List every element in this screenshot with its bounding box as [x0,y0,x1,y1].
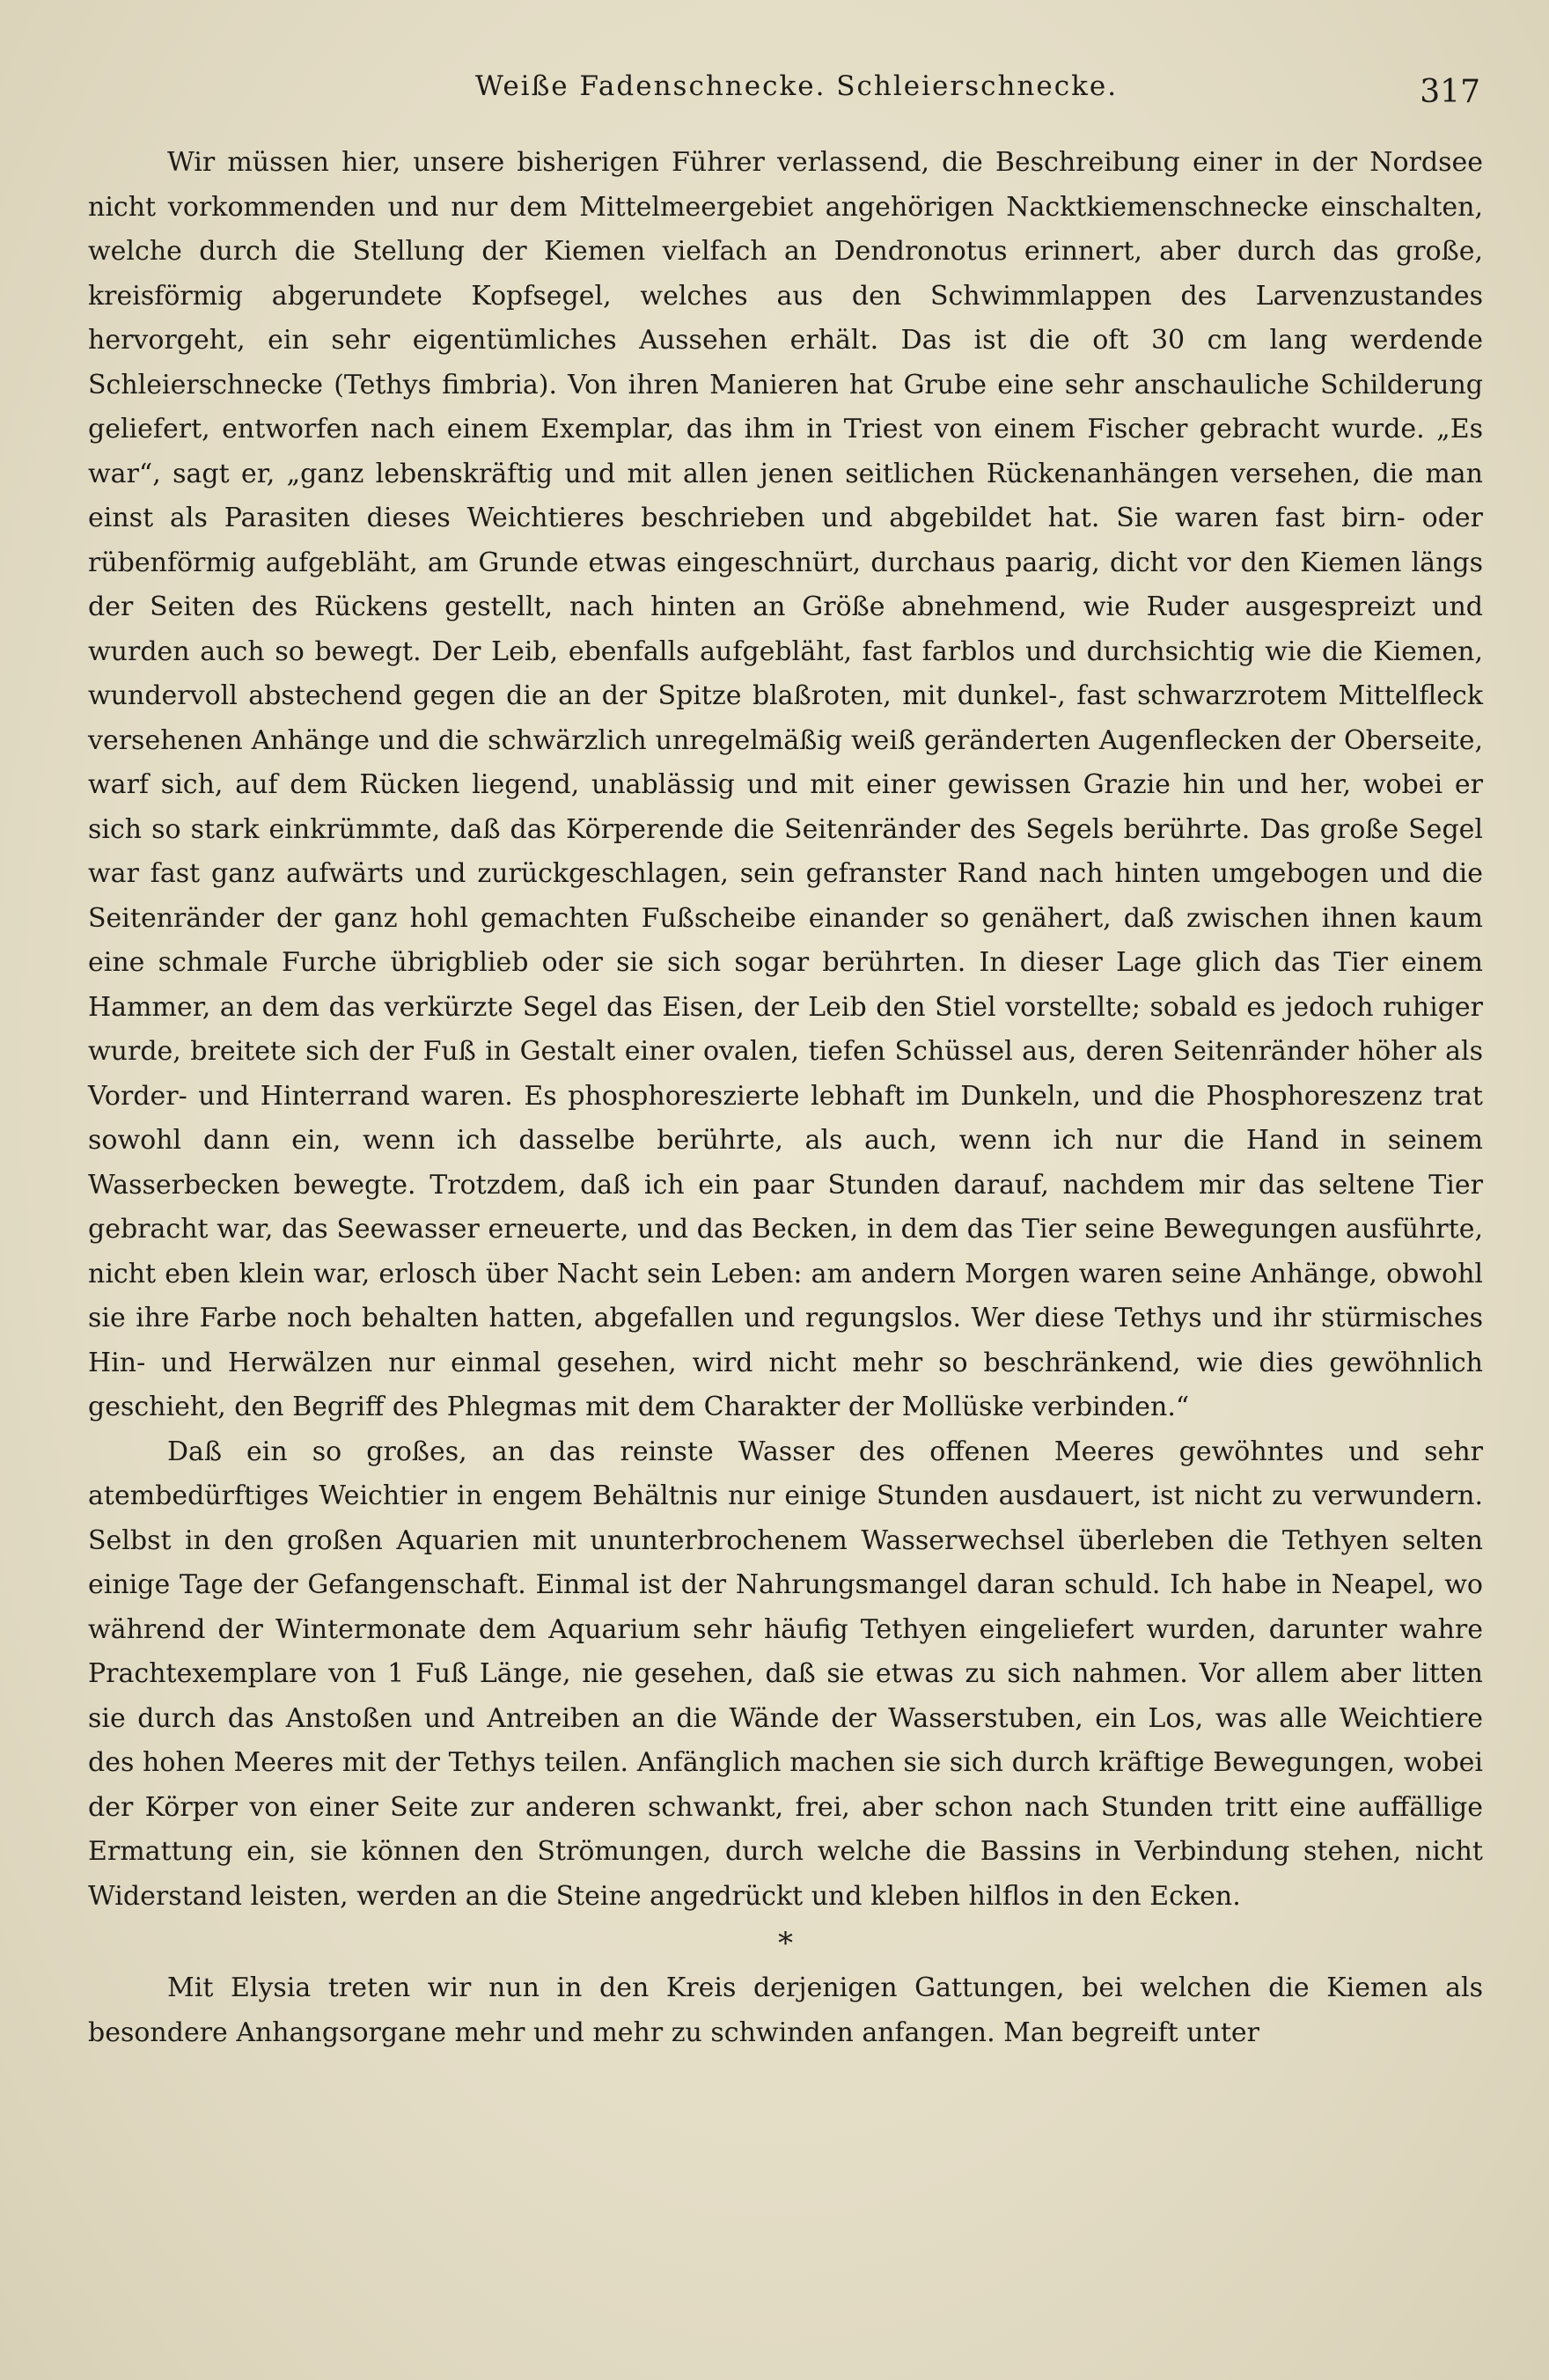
section-separator: * [778,1926,793,1961]
body-text [88,141,1483,2055]
paragraph-tethys-description: Wir müssen hier, unsere bisherigen Führer verlassend, die Beschreibung einer in der Nordsee nicht vorkommenden und nur dem Mittelmeergebiet angehörigen Nacktkiemenschnecke einschalten, welche durch die Stellung der Kiemen vielfach an Dendronotus erinnert, aber durch das große, kreisförmig abgerundete Kopfsegel, welches aus den Schwimmlappen des Larvenzustandes hervorgeht, ein sehr eigentümliches Aussehen erhält. Das ist die oft 30 cm lang werdende Schleierschnecke (Tethys fimbria). Von ihren Manieren hat Grube eine sehr anschauliche Schilderung geliefert, entworfen nach einem Exemplar, das ihm in Triest von einem Fischer gebracht wurde. „Es war“, sagt er, „ganz lebenskräftig und mit allen jenen seitlichen Rückenanhängen versehen, die man einst als Parasiten dieses Weichtieres beschrieben und abgebildet hat. Sie waren fast birn- oder rübenförmig aufgebläht, am Grunde etwas eingeschnürt, durchaus paarig, dicht vor den Kiemen längs der Seiten des Rückens gestellt, nach hinten an Größe abnehmend, wie Ruder ausgespreizt und wurden auch so bewegt. Der Leib, ebenfalls aufgebläht, fast farblos und durchsichtig wie die Kiemen, wundervoll abstechend gegen die an der Spitze blaßroten, mit dunkel-, fast schwarzrotem Mittelfleck versehenen Anhänge und die schwärzlich unregelmäßig weiß geränderten Augenflecken der Oberseite, warf sich, auf dem Rücken liegend, unablässig und mit einer gewissen Grazie hin und her, wobei er sich so stark einkrümmte, daß das Körperende die Seitenränder des Segels berührte. Das große Segel war fast ganz aufwärts und zurückgeschlagen, sein gefranster Rand nach hinten umgebogen und die Seitenränder der ganz hohl gemachten Fußscheibe einander so genähert, daß zwischen ihnen kaum eine schmale Furche übrigblieb oder sie sich sogar berührten. In dieser Lage glich das Tier einem Hammer, an dem das verkürzte Segel das Eisen, der Leib den Stiel vorstellte; sobald es jedoch ruhiger wurde, breitete sich der Fuß in Gestalt einer ovalen, tiefen Schüssel aus, deren Seitenränder höher als Vorder- und Hinterrand waren. Es phosphoreszierte lebhaft im Dunkeln, und die Phosphoreszenz trat sowohl dann ein, wenn ich dasselbe berührte, als auch, wenn ich nur die Hand in seinem Wasserbecken bewegte. Trotzdem, daß ich ein paar Stunden darauf, nachdem mir das seltene Tier gebracht war, das Seewasser erneuerte, und das Becken, in dem das Tier seine Bewegungen ausführte, nicht eben klein war, erlosch über Nacht sein Leben: am andern Morgen waren seine Anhänge, obwohl sie ihre Farbe noch behalten hatten, abgefallen und regungslos. Wer diese Tethys und ihr stürmisches Hin- und Herwälzen nur einmal gesehen, wird nicht mehr so beschränkend, wie dies gewöhnlich geschieht, den Begriff des Phlegmas mit dem Charakter der Mollüske verbinden.“ [88,147,1483,1422]
page-header [88,62,1496,114]
paragraph-aquarium-survival: Daß ein so großes, an das reinste Wasser des offenen Meeres gewöhntes und sehr atembedürftiges Weichtier in engem Behältnis nur einige Stunden ausdauert, ist nicht zu verwundern. Selbst in den großen Aquarien mit ununterbrochenem Wasserwechsel überleben die Tethyen selten einige Tage der Gefangenschaft. Einmal ist der Nahrungsmangel daran schuld. Ich habe in Neapel, wo während der Wintermonate dem Aquarium sehr häufig Tethyen eingeliefert wurden, darunter wahre Prachtexemplare von 1 Fuß Länge, nie gesehen, daß sie etwas zu sich nahmen. Vor allem aber litten sie durch das Anstoßen und Antreiben an die Wände der Wasserstuben, ein Los, was alle Weichtiere des hohen Meeres mit der Tethys teilen. Anfänglich machen sie sich durch kräftige Bewegungen, wobei der Körper von einer Seite zur anderen schwankt, frei, aber schon nach Stunden tritt eine auffällige Ermattung ein, sie können den Strömungen, durch welche die Bassins in Verbindung stehen, nicht Widerstand leisten, werden an die Steine angedrückt und kleben hilflos in den Ecken. [88,1436,1483,1912]
running-head: Weiße Fadenschnecke. Schleierschnecke. [475,70,1119,102]
page-number: 317 [1420,74,1480,110]
paragraph-elysia-intro: Mit Elysia treten wir nun in den Kreis derjenigen Gattungen, bei welchen die Kiemen als besondere Anhangsorgane mehr und mehr zu schwinden anfangen. Man begreift unter [88,1972,1483,2048]
